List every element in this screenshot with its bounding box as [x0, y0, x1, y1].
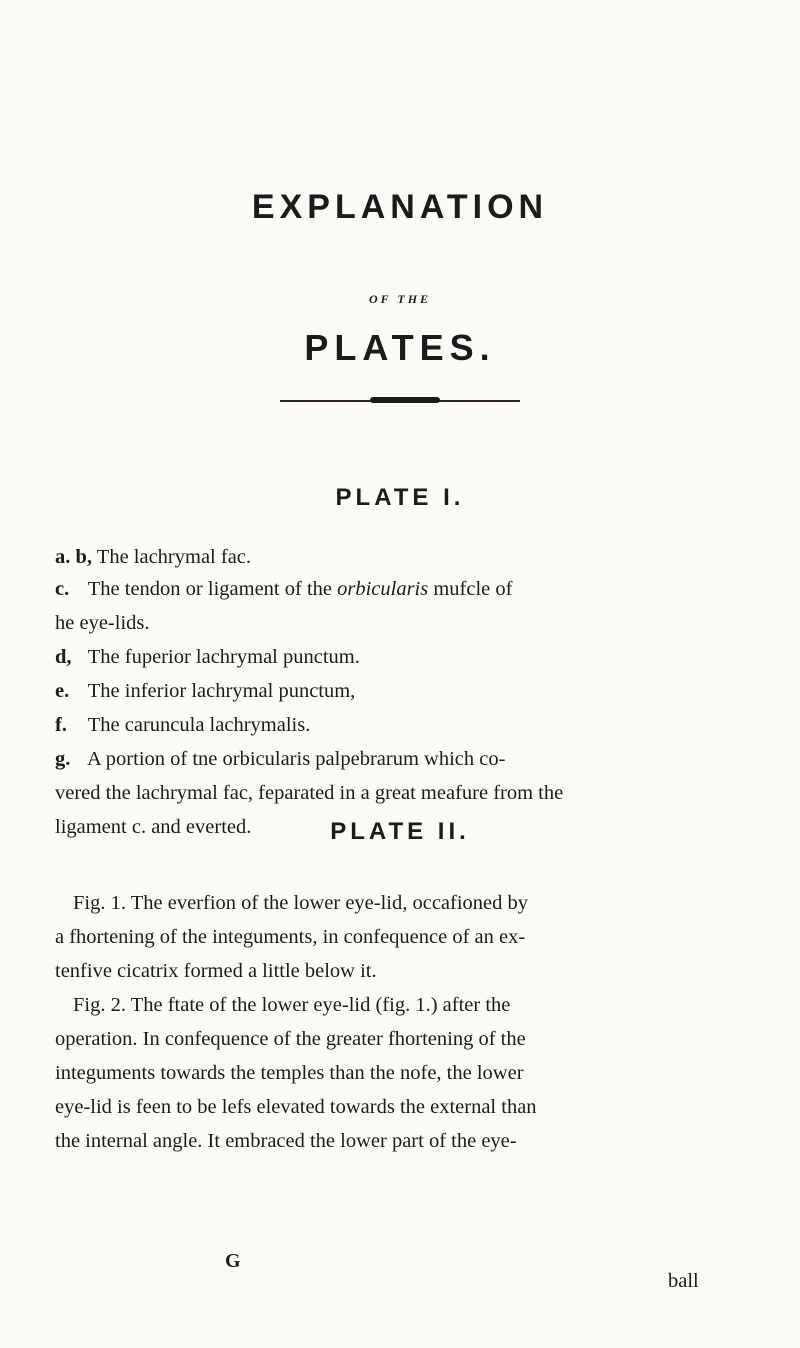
catchword: ball — [668, 1270, 699, 1292]
figure-2-description — [55, 988, 755, 1158]
figure-1-description — [55, 886, 755, 988]
entry-text: The fuperior lachrymal punctum. — [87, 646, 360, 668]
entry-text: the internal angle. It embraced the lower part of the eye- — [55, 1130, 517, 1152]
entry-text: tenfive cicatrix formed a little below it. — [55, 960, 377, 982]
plate-1-heading: PLATE I. — [335, 484, 465, 511]
entry-text: operation. In confequence of the greater fhortening of the — [55, 1028, 526, 1050]
page-title: EXPLANATION — [251, 188, 549, 226]
entry-text: vered the lachrymal fac, feparated in a great meafure from the — [55, 782, 564, 804]
entry-a-b — [55, 540, 755, 574]
entry-c — [55, 572, 755, 640]
signature-mark: G — [225, 1250, 241, 1272]
entry-label: a. b, — [55, 546, 93, 568]
entry-text: Fig. 1. The everfion of the lower eye-lid, occafioned by — [73, 892, 529, 914]
entry-text: integuments towards the temples than the nofe, the lower — [55, 1062, 524, 1084]
entry-text: a fhortening of the integuments, in confequence of an ex- — [55, 926, 526, 948]
entry-label: c. — [55, 578, 70, 600]
page-subtitle: PLATES. — [304, 327, 496, 368]
entry-text: The lachrymal fac. — [96, 546, 252, 568]
entry-e — [55, 674, 755, 708]
entry-d — [55, 640, 755, 674]
title-connector: OF THE — [368, 292, 432, 306]
decorative-rule-center — [370, 397, 440, 403]
entry-text: The inferior lachrymal punctum, — [87, 680, 356, 702]
entry-text: The tendon or ligament of the — [87, 578, 332, 600]
entry-text: eye-lid is feen to be lefs elevated towards the external than — [55, 1096, 537, 1118]
entry-text: The caruncula lachrymalis. — [87, 714, 311, 736]
entry-text: he eye-lids. — [55, 612, 150, 634]
entry-label: d, — [55, 646, 72, 668]
entry-label: g. — [55, 748, 71, 770]
entry-text: Fig. 2. The ftate of the lower eye-lid (fig. 1.) after the — [73, 994, 511, 1016]
plate-2-heading: PLATE II. — [330, 818, 470, 845]
entry-text: mufcle of — [433, 578, 513, 600]
entry-text: A portion of tne orbicularis palpebrarum which co- — [87, 748, 506, 770]
entry-italic-term: orbicularis — [337, 578, 429, 600]
entry-text: ligament c. and everted. — [55, 816, 252, 838]
entry-label: e. — [55, 680, 70, 702]
entry-f — [55, 708, 755, 742]
entry-label: f. — [55, 714, 67, 736]
